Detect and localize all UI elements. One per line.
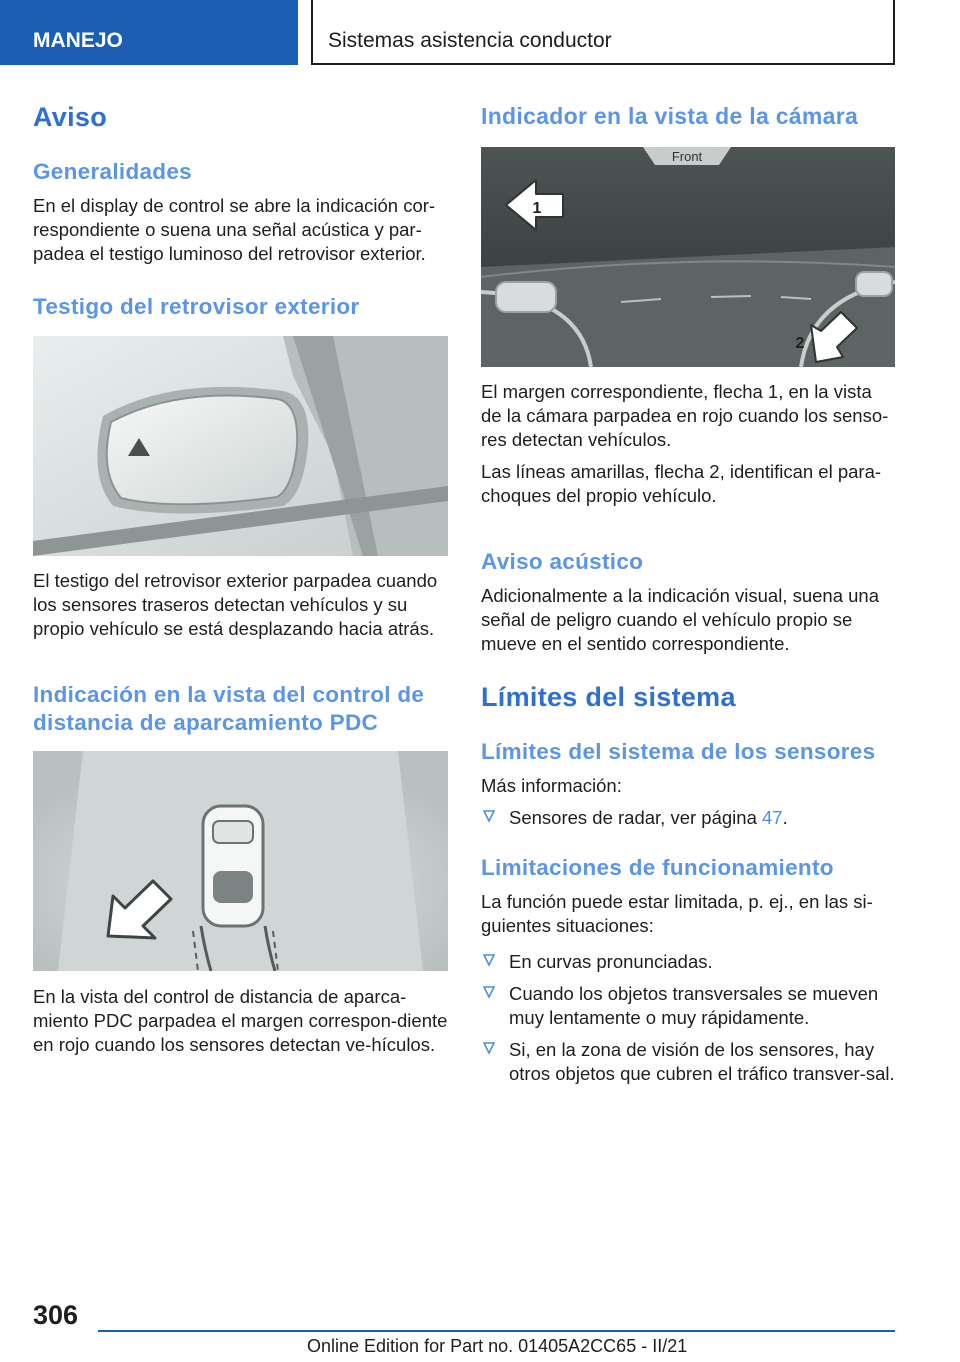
sensor-bullet — [481, 806, 895, 830]
generalidades-text: En el display de control se abre la indicación cor-respondiente o suena una señal acústica y par-padea el testigo luminoso del retrovisor exterior. — [33, 195, 436, 264]
camera-text-2: Las líneas amarillas, flecha 2, identifican el para-choques del propio vehículo. — [481, 461, 882, 506]
generalidades-heading: Generalidades — [33, 159, 192, 184]
pdc-caption: En la vista del control de distancia de aparca-miento PDC parpadea el margen correspon-diente en rojo cuando los sensores detectan ve-hículos. — [33, 986, 448, 1055]
sensor-bullet-period: . — [782, 807, 788, 828]
side-mirror-image — [33, 336, 448, 556]
limits-title: Límites del sistema — [481, 682, 736, 712]
front-label: Front — [671, 149, 703, 164]
camera-figure — [481, 147, 895, 367]
func-bullet-text: En curvas pronunciadas. — [509, 951, 713, 972]
camera-text-1: El margen correspondiente, flecha 1, en la vista de la cámara parpadea en rojo cuando los senso-res detectan vehículos. — [481, 381, 889, 450]
pdc-view-image — [33, 751, 448, 971]
edition-note: Online Edition for Part no. 01405A2CC65 - II/21 — [307, 1336, 688, 1356]
camera-heading: Indicador en la vista de la cámara — [481, 103, 859, 129]
mirror-figure — [33, 336, 448, 556]
camera-view-image — [481, 147, 895, 367]
func-bullet — [481, 1038, 895, 1086]
pdc-heading: Indicación en la vista del control de distancia de aparcamiento PDC — [33, 682, 425, 735]
func-bullet — [481, 950, 895, 974]
func-bullet — [481, 982, 895, 1030]
acoustic-text: Adicionalmente a la indicación visual, suena una señal de peligro cuando el vehículo propio se mueve en el sentido correspondiente. — [481, 585, 880, 654]
header-section-label: MANEJO — [0, 0, 298, 65]
triangle-bullet-icon — [483, 809, 495, 823]
triangle-bullet-icon — [483, 953, 495, 967]
header-chapter-title: Sistemas asistencia conductor — [311, 0, 895, 65]
aviso-title: Aviso — [33, 102, 108, 132]
page-47-link[interactable]: 47 — [762, 807, 783, 828]
pdc-figure — [33, 751, 448, 971]
acoustic-heading: Aviso acústico — [481, 549, 644, 574]
footer-divider — [98, 1330, 895, 1332]
triangle-bullet-icon — [483, 985, 495, 999]
mirror-caption: El testigo del retrovisor exterior parpadea cuando los sensores traseros detectan vehículos y su propio vehículo se está desplazando hacia atrás. — [33, 570, 438, 639]
triangle-bullet-icon — [483, 1041, 495, 1055]
arrow-1-label: 1 — [532, 200, 542, 217]
func-bullet-text: Si, en la zona de visión de los sensores, hay otros objetos que cubren el tráfico transver-sal. — [509, 1039, 895, 1084]
mirror-heading: Testigo del retrovisor exterior — [33, 294, 360, 319]
sensor-limits-heading: Límites del sistema de los sensores — [481, 739, 876, 764]
func-text: La función puede estar limitada, p. ej., en las si-guientes situaciones: — [481, 891, 873, 936]
func-heading: Limitaciones de funcionamiento — [481, 855, 834, 880]
more-info-text: Más información: — [481, 775, 622, 796]
sensor-bullet-text: Sensores de radar, ver página — [509, 807, 762, 828]
arrow-2-label: 2 — [795, 335, 805, 352]
func-bullet-text: Cuando los objetos transversales se mueven muy lentamente o muy rápidamente. — [509, 983, 879, 1028]
page-number: 306 — [33, 1300, 79, 1330]
